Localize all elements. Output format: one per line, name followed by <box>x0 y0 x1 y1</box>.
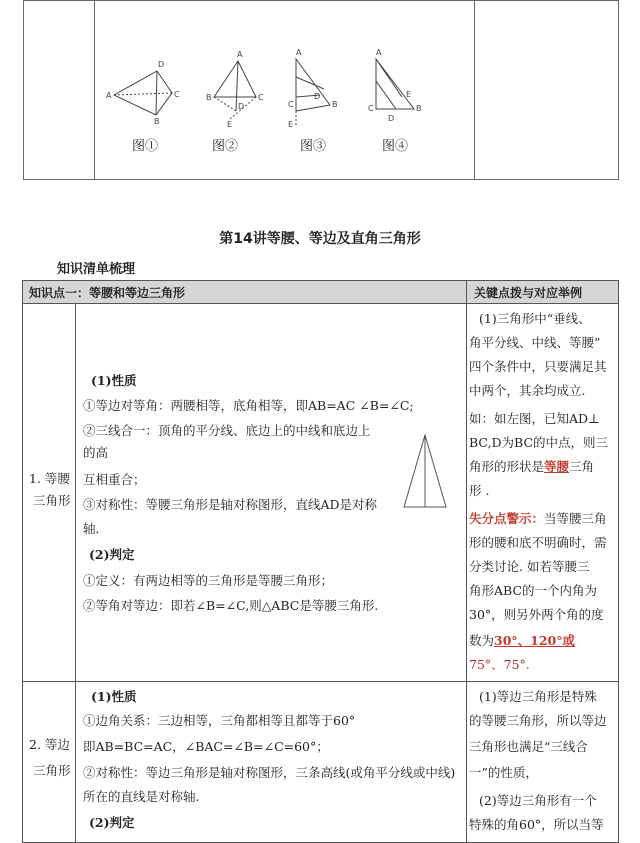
r1-right-l1: (1)三角形中“垂线、 <box>479 311 591 326</box>
row1-prop-heading: (1)性质 <box>91 373 137 388</box>
svg-text:E: E <box>227 120 233 129</box>
row1-prop-3b: 轴． <box>83 521 109 536</box>
r1-right-l9 <box>469 511 607 527</box>
svg-text:B: B <box>206 93 212 102</box>
row2-prop-2a: ②对称性：等边三角形是轴对称图形，三条高线(或角平分线或中线) <box>83 765 456 780</box>
svg-text:A: A <box>237 50 243 59</box>
row2-label-1: 2. 等边 <box>29 737 70 752</box>
r1-right-l6: BC,D为BC的中点，则三 <box>469 435 609 450</box>
r1-right-l7c: 三角 <box>569 459 595 474</box>
figure-1-label: 图① <box>132 139 159 154</box>
row1-prop-2c: 互相重合； <box>83 472 146 487</box>
svg-text:C: C <box>258 93 264 102</box>
knowledge-table <box>22 280 619 843</box>
r1-right-answer-2: 30°、120°或 <box>494 633 576 648</box>
row1-label-2: 三角形 <box>33 493 71 508</box>
page-title: 第14讲等腰、等边及直角三角形 <box>219 231 421 247</box>
row1-prop-1: ①等边对等角：两腰相等，底角相等，即AB=AC ∠B=∠C; <box>83 398 414 413</box>
svg-text:A: A <box>296 48 302 57</box>
svg-text:A: A <box>376 48 382 57</box>
svg-text:B: B <box>154 117 160 126</box>
r1-right-l9b: 当等腰三角 <box>544 511 607 526</box>
r2-right-l2: 的等腰三角形，所以等边 <box>469 713 607 728</box>
svg-text:D: D <box>314 92 321 101</box>
row2-prop-1b: 即AB=BC=AC，∠BAC=∠B=∠C=60°； <box>83 739 329 754</box>
r1-right-answer: 等腰 <box>544 459 570 474</box>
r2-right-l5: (2)等边三角形有一个 <box>479 793 597 808</box>
svg-text:D: D <box>388 114 395 123</box>
svg-text:E: E <box>288 120 294 129</box>
r2-right-l4: 一”的性质， <box>469 765 538 780</box>
row2-label-2: 三角形 <box>33 763 71 778</box>
r1-right-l2: 角平分线、中线、等腰” <box>469 335 601 350</box>
r1-right-l11: 分类讨论. 如若等腰三 <box>469 559 590 574</box>
figure-2-diagram <box>206 50 264 129</box>
svg-text:D: D <box>158 60 165 69</box>
r1-right-l14a: 数为 <box>469 633 495 648</box>
figure-4-diagram <box>368 48 422 123</box>
table-header <box>23 281 618 304</box>
r2-right-l1: (1)等边三角形是特殊 <box>479 689 597 704</box>
figure-4-label: 图④ <box>382 139 409 154</box>
r1-right-l15: 75°、75°. <box>469 657 530 672</box>
figure-3-label: 图③ <box>300 139 327 154</box>
figure-2-label: 图② <box>212 139 239 154</box>
r1-right-l4: 中两个，其余均成立. <box>469 383 586 398</box>
r1-right-l13: 30°，则另外两个角的度 <box>469 607 604 622</box>
row1-judge-1: ①定义：有两边相等的三角形是等腰三角形； <box>83 573 334 588</box>
header-left: 知识点一：等腰和等边三角形 <box>29 286 186 300</box>
r1-right-l7a: 角形的形状是 <box>469 459 545 474</box>
svg-text:B: B <box>332 100 338 109</box>
row2-prop-heading: (1)性质 <box>91 689 137 704</box>
r1-right-l3: 四个条件中，只要满足其 <box>469 359 607 374</box>
row1-prop-3a: ③对称性：等腰三角形是轴对称图形，直线AD是对称 <box>83 497 378 512</box>
isosceles-triangle-diagram <box>401 429 451 519</box>
figure-3-diagram <box>288 48 338 129</box>
row1-prop-2b: 的高 <box>83 445 109 460</box>
row-divider <box>23 681 618 682</box>
row2-judge-heading: (2)判定 <box>89 815 135 830</box>
warning-label: 失分点警示： <box>469 511 545 526</box>
row1-judge-heading: (2)判定 <box>89 547 135 562</box>
section-subtitle: 知识清单梳理 <box>57 262 136 277</box>
svg-text:C: C <box>174 90 180 99</box>
row1-prop-2a: ②三线合一：顶角的平分线、底边上的中线和底边上 <box>83 423 371 438</box>
figure-1-diagram <box>106 60 180 126</box>
r1-right-l5: 如：如左图，已知AD⊥ <box>469 411 600 426</box>
row1-label-1: 1. 等腰 <box>29 471 70 486</box>
svg-text:B: B <box>416 104 422 113</box>
r1-right-l8: 形 . <box>469 483 490 498</box>
svg-text:C: C <box>368 104 374 113</box>
top-figure-table <box>23 0 619 180</box>
row2-prop-2b: 所在的直线是对称轴. <box>83 789 200 804</box>
r1-right-l12: 角形ABC的一个内角为 <box>469 583 598 598</box>
svg-text:D: D <box>238 102 245 111</box>
row1-judge-2: ②等角对等边：即若∠B=∠C,则△ABC是等腰三角形. <box>83 598 379 613</box>
r2-right-l3: 三角形也满足“三线合 <box>469 739 588 754</box>
r2-right-l6: 特殊的角60°，所以当等 <box>469 817 604 832</box>
r1-right-l10: 形的腰和底不明确时，需 <box>469 535 607 550</box>
header-right: 关键点拨与对应举例 <box>474 286 583 300</box>
svg-text:C: C <box>288 100 294 109</box>
r1-right-l14 <box>469 633 575 649</box>
r1-right-l7 <box>469 459 594 475</box>
row2-prop-1: ①边角关系：三边相等，三角都相等且都等于60° <box>83 713 356 728</box>
svg-text:A: A <box>106 91 112 100</box>
svg-text:E: E <box>406 90 412 99</box>
